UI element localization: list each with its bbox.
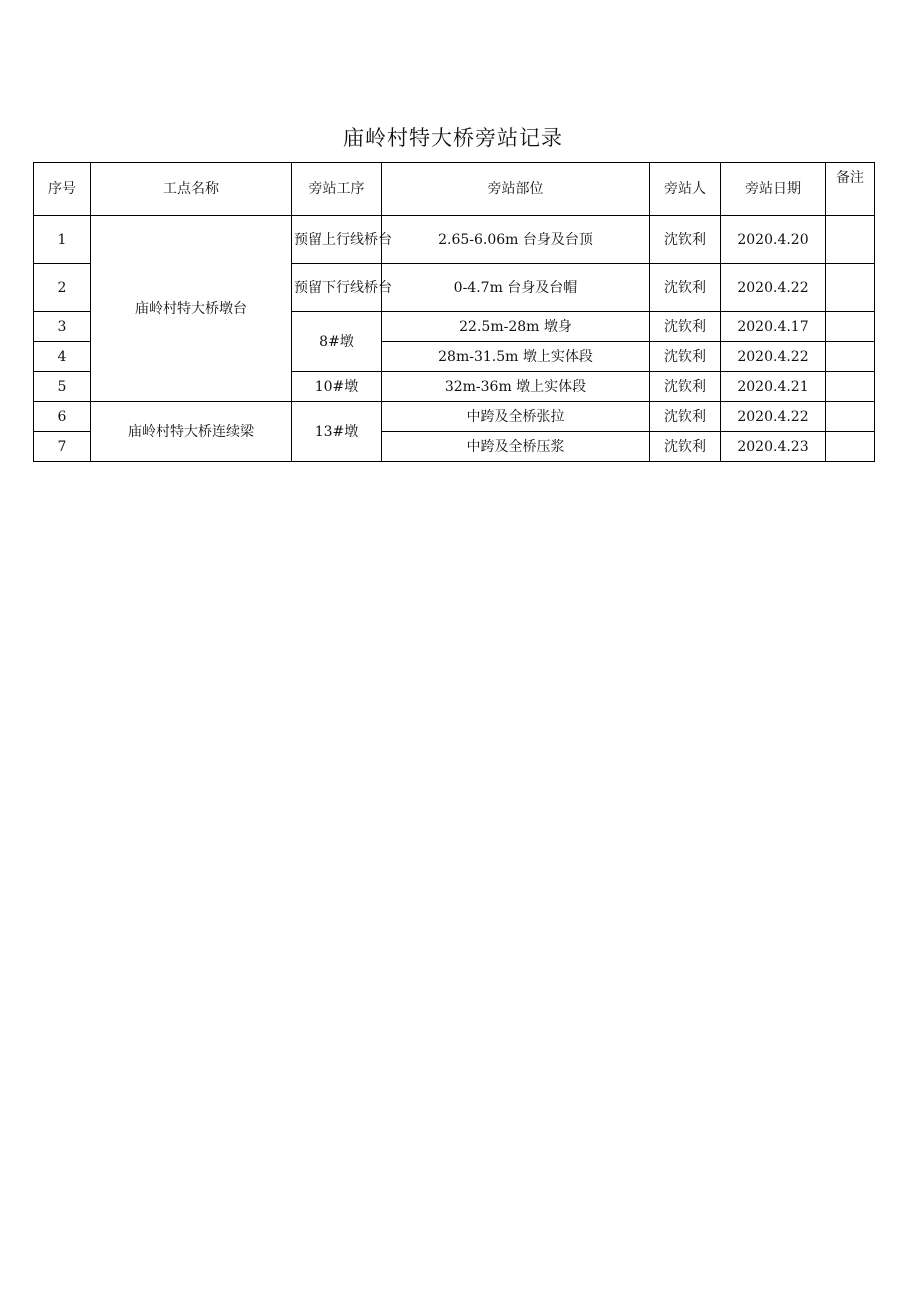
remark-cell	[826, 216, 875, 264]
header-date: 旁站日期	[721, 163, 826, 216]
location-cell: 中跨及全桥压浆	[382, 432, 650, 462]
page-title: 庙岭村特大桥旁站记录	[343, 126, 563, 150]
table-row	[34, 402, 875, 432]
row-index: 4	[34, 342, 91, 372]
row-index: 1	[34, 216, 91, 264]
remark-cell	[826, 264, 875, 312]
person-cell: 沈钦利	[650, 402, 721, 432]
process-cell: 10#墩	[292, 372, 382, 402]
remark-cell	[826, 402, 875, 432]
process-cell: 预留上行线桥台	[292, 216, 382, 264]
row-index: 7	[34, 432, 91, 462]
row-index: 2	[34, 264, 91, 312]
date-cell: 2020.4.23	[721, 432, 826, 462]
location-cell: 22.5m-28m 墩身	[382, 312, 650, 342]
person-cell: 沈钦利	[650, 372, 721, 402]
remark-cell	[826, 432, 875, 462]
table-header-row	[34, 163, 875, 216]
person-cell: 沈钦利	[650, 432, 721, 462]
location-cell: 32m-36m 墩上实体段	[382, 372, 650, 402]
header-remark: 备注	[826, 163, 875, 216]
site-name-cell: 庙岭村特大桥连续梁	[91, 402, 292, 462]
header-process: 旁站工序	[292, 163, 382, 216]
location-cell: 中跨及全桥张拉	[382, 402, 650, 432]
person-cell: 沈钦利	[650, 216, 721, 264]
process-cell: 13#墩	[292, 402, 382, 462]
remark-cell	[826, 372, 875, 402]
record-table	[33, 162, 875, 462]
date-cell: 2020.4.22	[721, 342, 826, 372]
location-cell: 0-4.7m 台身及台帽	[382, 264, 650, 312]
header-index: 序号	[34, 163, 91, 216]
person-cell: 沈钦利	[650, 342, 721, 372]
date-cell: 2020.4.22	[721, 264, 826, 312]
person-cell: 沈钦利	[650, 264, 721, 312]
header-location: 旁站部位	[382, 163, 650, 216]
location-cell: 2.65-6.06m 台身及台顶	[382, 216, 650, 264]
header-person: 旁站人	[650, 163, 721, 216]
row-index: 3	[34, 312, 91, 342]
header-site: 工点名称	[91, 163, 292, 216]
row-index: 6	[34, 402, 91, 432]
row-index: 5	[34, 372, 91, 402]
process-cell: 8#墩	[292, 312, 382, 372]
table-row	[34, 216, 875, 264]
date-cell: 2020.4.22	[721, 402, 826, 432]
process-cell: 预留下行线桥台	[292, 264, 382, 312]
remark-cell	[826, 312, 875, 342]
location-cell: 28m-31.5m 墩上实体段	[382, 342, 650, 372]
date-cell: 2020.4.17	[721, 312, 826, 342]
date-cell: 2020.4.21	[721, 372, 826, 402]
date-cell: 2020.4.20	[721, 216, 826, 264]
remark-cell	[826, 342, 875, 372]
person-cell: 沈钦利	[650, 312, 721, 342]
site-name-cell: 庙岭村特大桥墩台	[91, 216, 292, 402]
